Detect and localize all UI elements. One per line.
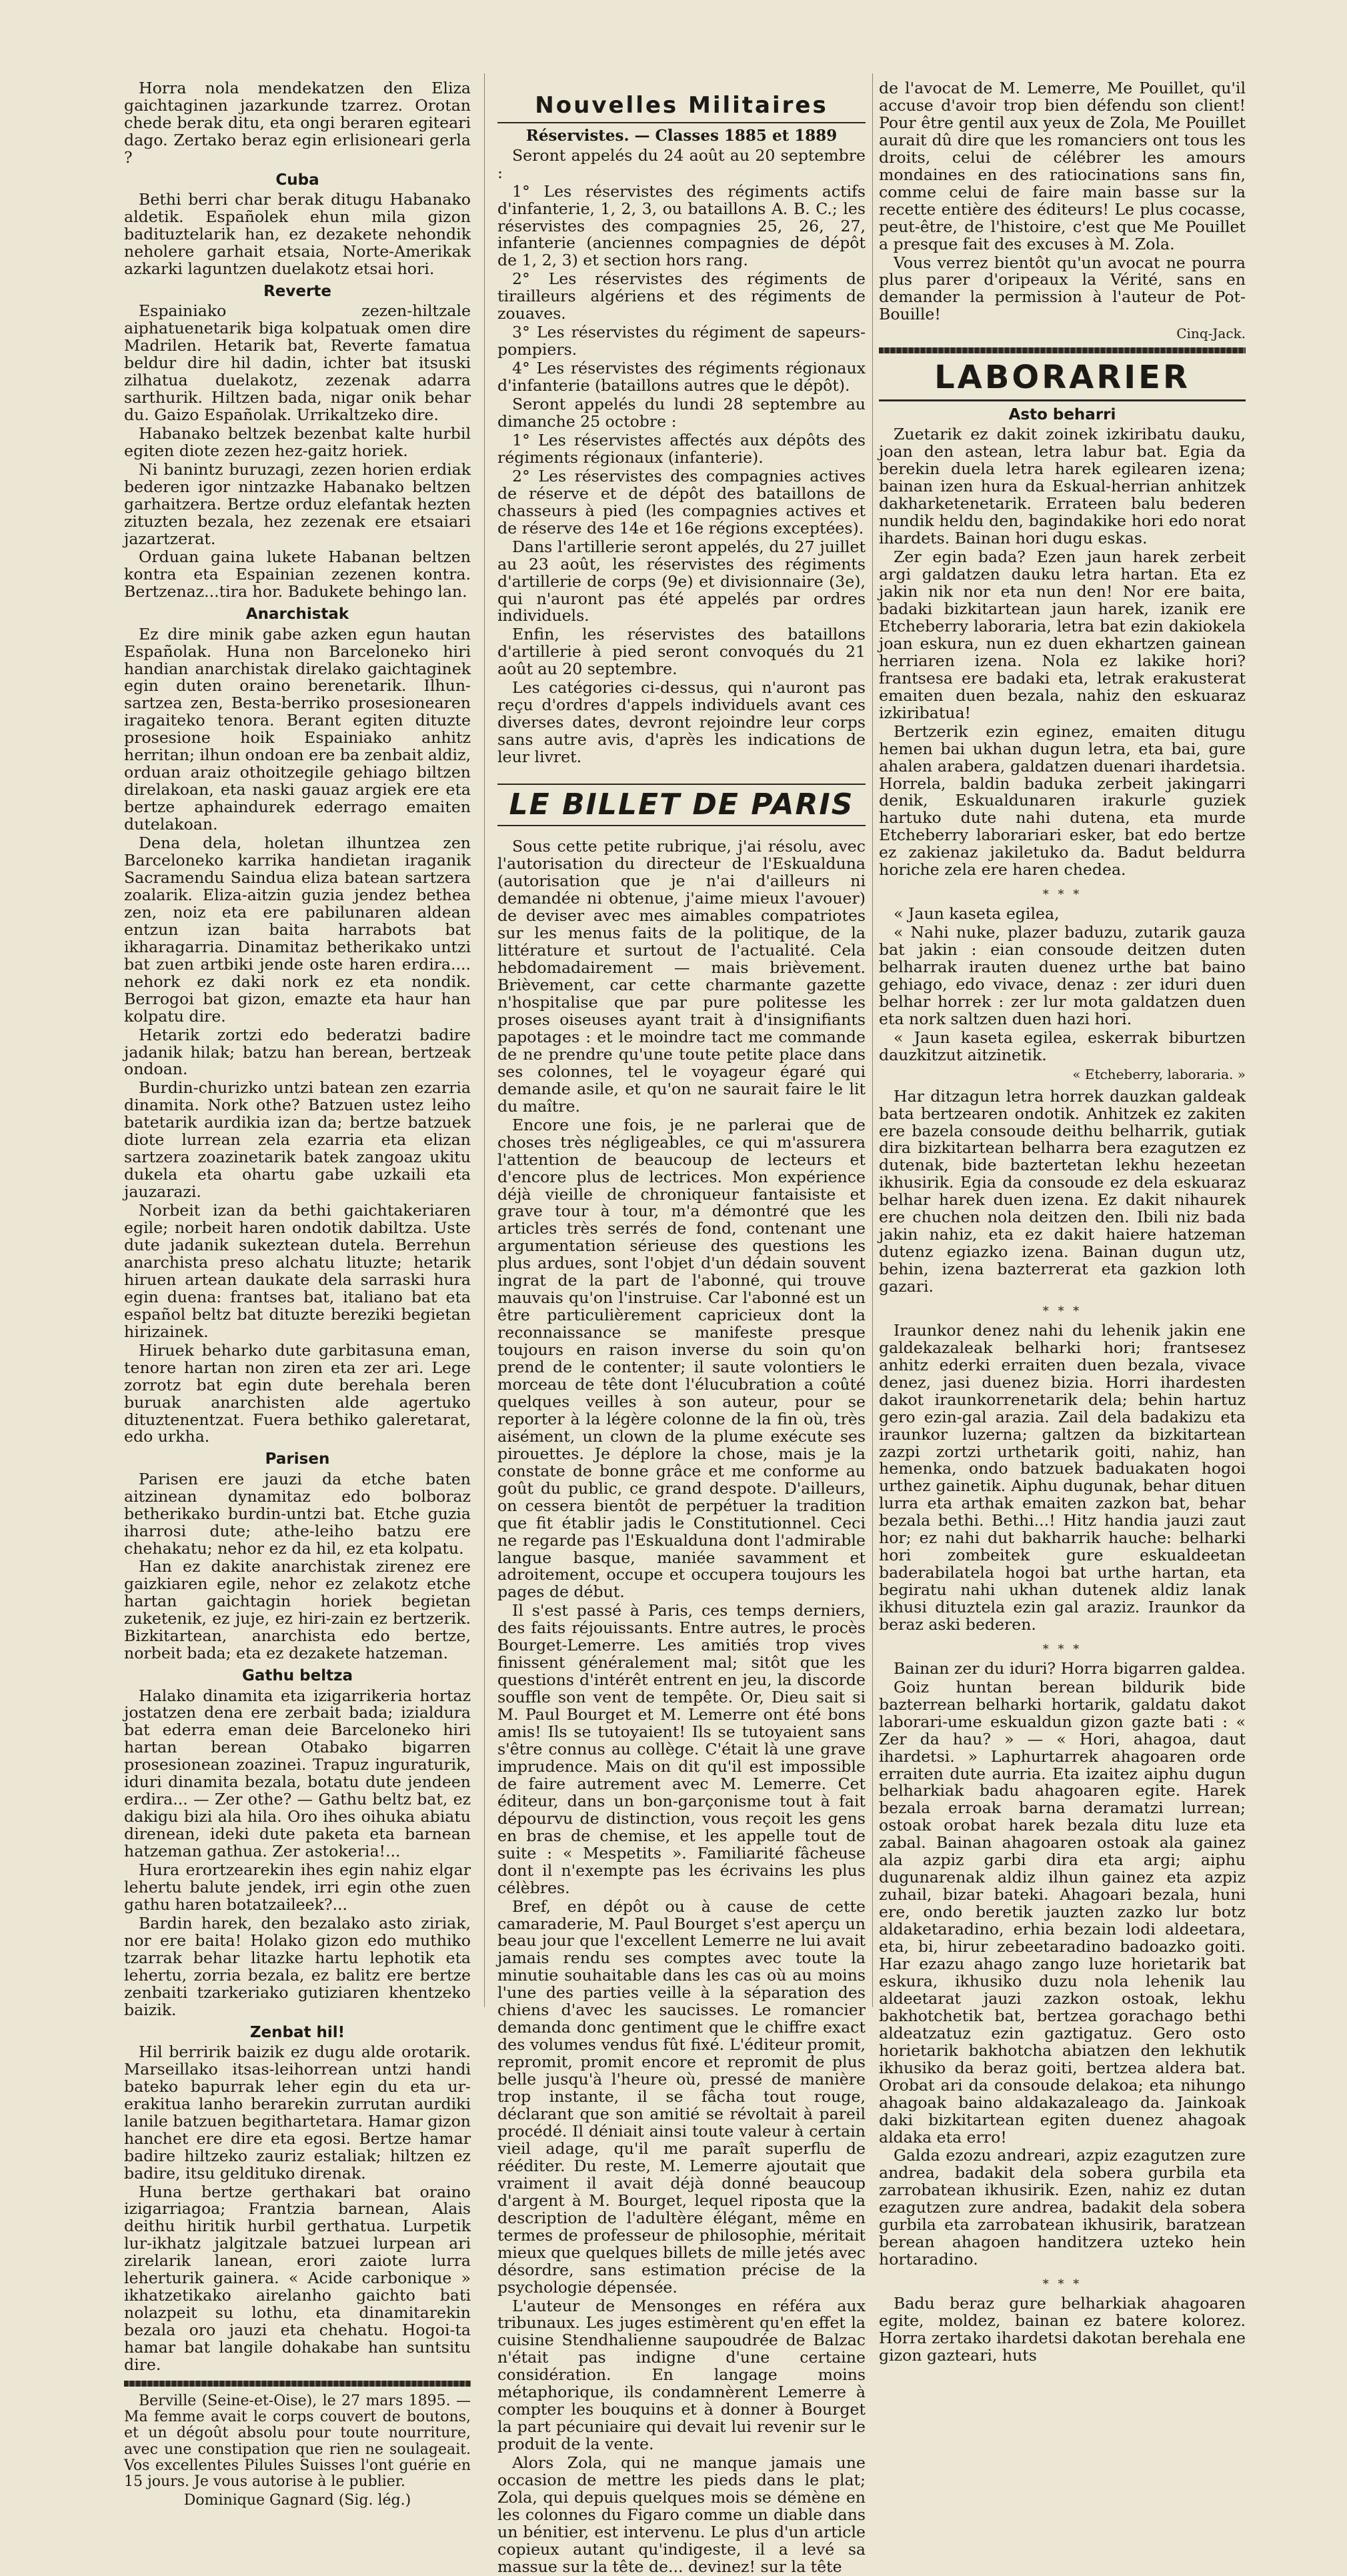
paragraph: Galda ezozu andreari, azpiz ezagutzen zure andrea, badakit dela sobera gurbila eta zarrobatean ikhusirik. Ezen, nahiz ez dutan ezagutzen zure andrea, badakit dela sobera gurbila eta zarrobatean ikhusirik, baratzean berean ahagoen handitzera uzteko hein hortaradino.	[879, 2146, 1246, 2269]
paragraph: Bardin harek, den bezalako asto ziriak, nor ere baita! Holako gizon edo muthiko tzarrak behar litazke hartu lephotik eta lehertu, zorria bezala, ez balitz ere bertze zenbaiti tzarkeriako gutiziaren khentzeko baizik.	[124, 1913, 471, 2019]
paragraph: Bethi berri char berak ditugu Habanako aldetik. Españolek ehun mila gizon badituztelarik han, ez dezakete nehondik neholere garhait etsaia, Norte-Amerikak azkarki laguntzen duelakotz etsai hori.	[124, 190, 471, 278]
column-french-news	[497, 80, 866, 2576]
paragraph: Norbeit izan da bethi gaichtakeriaren egile; norbeit haren ondotik dabiltza. Uste dute jadanik sukeztean dutela. Berrehun anarchista preso alchatu lituzte; hetarik hiruen artean daukate dela sarraski hura egin duena: frantses bat, italiano bat eta español beltz bat dituzte bereziki begietan hirizainek.	[124, 1201, 471, 1341]
paragraph: Parisen ere jauzi da etche baten aitzinean dynamitaz edo bolboraz betherikako burdin-untzi bat. Etche guzia iharrosi dute; athe-leiho batzu ere chehakatu; nehor ez da hil, ez eta kolpatu.	[124, 1469, 471, 1558]
divider	[879, 347, 1246, 353]
letter-line: « Jaun kaseta egilea,	[894, 904, 1060, 924]
paragraph: 3° Les réservistes du régiment de sapeurs-pompiers.	[497, 323, 866, 359]
ad-signature: Dominique Gagnard (Sig. lég.)	[183, 2492, 411, 2509]
column-rule-1	[484, 73, 485, 2007]
paragraph: Halako dinamita eta izigarrikeria hortaz jostatzen dena ere zerbait bada; izialdura bat ederra eman deie Barceloneko hiri hartan berean Otabako bigarren prosesionean zoazinei. Trapuz inguraturik, iduri dinamita bezala, botatu dute jendeen erdira... — Zer othe? — Gathu beltz bat, ez dakigu bizi ala hila. Oro ihes oihuka abiatu direnean, ideki dute paketa eta barnean hatzeman gathua. Zer astokeria!...	[124, 1686, 471, 1861]
paragraph: Ez dire minik gabe azken egun hautan Españolak. Huna non Barceloneko hiri handian anarchistak direlako gaichtaginek egin duten oraino berenetarik. Ilhun-sartzea zen, Besta-berriko prosesionearen iragaiteko tenora. Berant egiten dituzte prosesione hoik Espainiako anhitz herritan; ilhun ondoan ere ba zenbait aldiz, orduan araiz othoitzegile gehiago biltzen direlakoan, eta naski gauaz argiek ere eta bertze aphaindurek ederrago emaiten dutelakoan.	[124, 624, 471, 834]
paragraph: Huna bertze gerthakari bat oraino izigarriagoa; Frantzia barnean, Alais deithu hiritik hurbil gerthatua. Lurpetik lur-ikhatz jalgitzale batzuei lurpean ari zirelarik lanean, erori zaiote lurra leherturik gainera. « Acide carbonique » ikhatzetikako airelanho gaichto bati nolazpeit su lothu, eta dinamitarekin bezala oro jauzi eta chehatu. Hogoi-ta hamar bat langile dohakabe han suntsitu dire.	[124, 2182, 471, 2375]
paragraph: Vous verrez bientôt qu'un avocat ne pourra plus parer d'oripeaux la Vérité, sans en demander la permission à l'auteur de Pot-Bouille!	[879, 253, 1246, 324]
paragraph: Il s'est passé à Paris, ces temps derniers, des faits réjouissants. Entre autres, le procès Bourget-Lemerre. Les amitiés trop vives finissent généralement mal; sitôt que les questions d'intérêt entrent en jeu, la discorde souffle son vent de tempête. Or, Dieu sait si M. Paul Bourget et M. Lemerre ont été bons amis! Ils se tutoyaient! Ils se tutoyaient sans s'être connus au collège. C'était là une grave imprudence. Mais on dit qu'il est impossible de faire autrement avec M. Lemerre. Cet éditeur, dans un bon-garçonisme tout à fait dépourvu de distinction, vous reçoit les gens en bras de chemise, et les appelle tout de suite : « Mespetits ». Familiarité fâcheuse dont il n'exempte pas les écrivains les plus célèbres.	[497, 1601, 866, 1897]
paragraph: de l'avocat de M. Lemerre, Me Pouillet, qu'il accuse d'avoir trop bien défendu son client! Pour être gentil aux yeux de Zola, Me Pouillet aurait dû dire que les romanciers ont tous les droits, celui de célébrer les amours mondaines en des ratiocinations sans fin, comme celui de faire main basse sur la recette entière des éditeurs! Le plus cocasse, peut-être, de l'histoire, c'est que Me Pouillet a presque fait des excuses à M. Zola.	[879, 79, 1246, 253]
subhead-reservistes: Réservistes. — Classes 1885 et 1889	[525, 127, 838, 145]
paragraph: Sous cette petite rubrique, j'ai résolu, avec l'autorisation du directeur de l'Eskualduna (autorisation que je n'ai d'ailleurs ni demandée ni obtenue, j'aime mieux l'avouer) de deviser avec mes aimables compatriotes sur les menus faits de la politique, de la littérature et surtout de l'actualité. Cela hebdomadairement — mais brièvement. Brièvement, car cette charmante gazette n'hospitalise que par pure politesse les proses oiseuses ayant trait à d'insignifiants papotages : et le moindre tact me commande de ne prendre qu'une toute petite place dans ses colonnes, tel le voyageur égaré qui demande asile, et qu'on ne saurait faire le lit du maître.	[497, 837, 866, 1116]
paragraph: Dans l'artillerie seront appelés, du 27 juillet au 23 août, les réservistes des régiments d'artillerie de corps (9e) et divisionnaire (3e), qui n'auront pas été appelés par ordres individuels.	[497, 537, 866, 625]
heading-billet-de-paris: LE BILLET DE PARIS	[497, 784, 866, 826]
masthead-nouvelles-militaires: Nouvelles Militaires	[497, 93, 866, 123]
paragraph: Iraunkor denez nahi du lehenik jakin ene galdekazaleak belharki hori; frantsesez anhitz ederki erraiten duen bezala, vivace denez, jasi duenez bizia. Horri ihardesten dakot iraunkorrenetarik dela; behin hartuz gero ezin-gal arazia. Zail dela badakizu eta iraunkor luzerna; galtzen da bizkitartean zazpi zortzi urthetarik goiti, nahiz, han hemenka, ondo batzuek baduakaten hogoi urthez gainetik. Aiphu dugunak, behar dituen lurra eta arthak emaiten zazkon bat, behar bezala bethi. Bethi...! Hitz handia jauzi zaut hor; ez nahi dut bakharrik hauche: belharki hori zombeitek gure eskualdeetan baderabilatela hogoi bat urthe hartan, eta begiratu nahi ukhan dutenek aldiz lanak ikhusi dituztela ezin gal araziz. Iraunkor da beraz aski bederen.	[879, 1320, 1246, 1634]
paragraph: Goiz huntan berean bildurik bide bazterrean belharki hortarik, galdatu dakot laborari-ume eskualdun gizon gazte bati : « Zer da hau? » — « Hori, ahagoa, daut ihardetsi. » Laphurtarrek ahagoaren orde erraiten dute aurria. Eta izaitez aiphu dugun belharkiak badu ahagoaren egite. Harek bezala erroak barna deramatzi lurrean; ostoak orobat harek bezala ditu luze eta zabal. Bainan ahagoaren ostoak ala gainez ala azpiz garbi dira eta argi; aiphu dugunarenak aldiz ilhun gainez eta azpiz zuhail, bizar bateki. Ahagoari bezala, huni ere, ondo beretik jauzten zazko lur botz aldaketaradino, erhia bezain lodi aldeetara, eta, bi, hirur zebeetaradino badoazko goiti. Har ezazu ahago zango luze horietarik bat eskura, ikhusiko duzu nola lehenik lau aldeetarat jauzi zazkon ostoak, lekhu bakhotchetik bat, bertzea gorachago bethi aldeatzatuz ezin gaztigatuz. Gero osto horietarik bakhotcha abiatzen den lekhutik ikhusiko da beraz goiti, bertzea aldera bat. Orobat ari da consoude delakoa; eta nihungo ahagoak baino aldakazaleago da. Jainkoak daki bizkitartean egiten duenez ahagoak aldaka eta erro!	[879, 1677, 1246, 2147]
paragraph: Orduan gaina lukete Habanan beltzen kontra eta Espainian zezenen kontra. Bertzenaz...tira hor. Badukete behingo lan.	[124, 547, 471, 601]
column-basque-news	[124, 79, 471, 2509]
paragraph: Encore une fois, je ne parlerai que de choses très négligeables, ce qui m'assurera l'attention de beaucoup de lecteurs et d'encore plus de lectrices. Mon expérience déjà vieille de chroniqueur fantaisiste et grave tour à tour, m'a démontré que les articles très serrés de fond, contenant une argumentation sérieuse des questions les plus ardues, sont l'objet d'un dédain souvent ingrat de la part de l'abonné, qui trouve mauvais qu'on l'instruise. Car l'abonné est un être particulièrement capricieux dont la reconnaissance se manifeste presque toujours en raison inverse du soin qu'on prend de le contenter; il saute volontiers le morceau de tête dont l'élucubration a coûté quelques veilles à son auteur, pour se reporter à la légère colonne de la fin où, très aisément, un clown de la plume exécute ses pirouettes. Je déplore la chose, mais je la constate de bonne grâce et me conforme au goût du public, ce grand despote. D'ailleurs, on cessera bientôt de perpétuer la tradition que fit établir jadis le Constitutionnel. Ceci ne regarde pas l'Eskualduna dont l'admirable langue basque, maniée savamment et adroitement, occupe et occupera toujours les pages de début.	[497, 1115, 866, 1602]
paragraph: L'auteur de Mensonges en référa aux tribunaux. Les juges estimèrent qu'en effet la cuisine Stendhalienne saupoudrée de Balzac n'était pas indigne d'une certaine considération. En langage moins métaphorique, ils condamnèrent Lemerre à compter les bouquins et à donner à Bourget la part pécuniaire qui devait lui revenir sur le produit de la vente.	[497, 2296, 866, 2454]
column-laborarier	[879, 79, 1246, 2365]
letter-line: « Nahi nuke, plazer baduzu, zutarik gauza bat jakin : eian consoude deitzen duten belharrak irauten duenez urthe bat baino gehiago, edo vivace, denaz : zer iduri duen belhar horrek : zer lur mota galdatzen duen eta nork saltzen duen hazi hori.	[879, 922, 1246, 1028]
paragraph: Seront appelés du lundi 28 septembre au dimanche 25 octobre :	[497, 395, 866, 431]
section-title-zenbat-hil: Zenbat hil!	[249, 2023, 345, 2041]
paragraph: Espainiako zezen-hiltzale aiphatuenetarik biga kolpatuak omen dire Madrilen. Hetarik bat, Reverte famatua beldur dire hil dadin, ichter bat itsuski zilhatua duelakotz, zezenak adarra sarthurik. Hiltzen bada, nigar onik behar du. Gaizo Españolak. Urrikaltzeko dire.	[124, 301, 471, 424]
section-title-gathu-beltza: Gathu beltza	[242, 1667, 353, 1685]
ad-text: Berville (Seine-et-Oise), le 27 mars 1895. — Ma femme avait le corps couvert de boutons, et un dégoût absolu pour toute nourriture, avec une constipation que rien ne soulageait. Vos excellentes Pilules Suisses l'ont guérie en 15 jours. Je vous autorise à le publier.	[124, 2393, 471, 2490]
paragraph: Bainan zer du iduri? Horra bigarren galdea.	[894, 1658, 1246, 1678]
paragraph: Hiruek beharko dute garbitasuna eman, tenore hartan non ziren eta zer ari. Lege zorrotz bat egin dute berehala beren buruak anarchisten alde agertuko dituztenentzat. Fuera bethiko galeretarat, edo urkha.	[124, 1340, 471, 1446]
paragraph: Zer egin bada? Ezen jaun harek zerbeit argi galdatzen dauku letra hartan. Eta ez jakin nik nor eta nun den! Nor ere baita, badaki bizkitartean jaun harek, izanik ere Etcheberry laboraria, letra bat ezin dakiokela joan eskura, nun ez duen ekhartzen gainean herriaren izena. Nola ez lakike hori? frantsesa ere badaki eta, letrak erakusterat emaiten duen bezala, nahiz den eskuaraz izkiribatua!	[879, 547, 1246, 722]
paragraph: Seront appelés du 24 août au 20 septembre :	[497, 145, 866, 182]
paragraph: 4° Les réservistes des régiments régionaux d'infanterie (bataillons autres que le dépôt).	[497, 359, 866, 395]
asterism: * * *	[1042, 2277, 1082, 2292]
paragraph: 2° Les réservistes des régiments de tirailleurs algériens et des régiments de zouaves.	[497, 269, 866, 323]
section-title-asto-beharri: Asto beharri	[1008, 406, 1116, 424]
paragraph: Bertzerik ezin eginez, emaiten ditugu hemen bai ukhan dugun letra, eta bai, gure ahalen arabera, galdatzen duenari ihardetsia. Horrela, baldin baduka zerbeit jakingarri denik, Eskualdunaren irakurle guziek hartuko dute nahi dutena, eta murde Etcheberry laborariari esker, bat edo bertze ez zakienaz jakiletuko da. Badut beldurra horiche zela ere haren chedea.	[879, 722, 1246, 880]
section-title-anarchistak: Anarchistak	[245, 605, 349, 623]
paragraph: Bref, en dépôt ou à cause de cette camaraderie, M. Paul Bourget s'est aperçu un beau jour que l'excellent Lemerre ne lui avait jamais rendu ses comptes avec toute la minutie souhaitable dans les cas où au moins l'une des parties veille à la séparation des chiens d'avec les saucisses. Le romancier demanda donc gentiment que le chiffre exact des volumes vendus fût fixé. L'éditeur promit, repromit, promit encore et repromit de plus belle jusqu'à l'heure où, pressé de manière trop instante, il se fâcha tout rouge, déclarant que son amitié se révoltait à pareil procédé. Il déniait ainsi toute valeur à certain vieil adage, qu'il me paraît superflu de rééditer. Du reste, M. Lemerre ajoutait que vraiment il avait déjà donné beaucoup d'argent à M. Bourget, lequel riposta que la description de l'adultère élégant, même en termes de professeur de philosophie, méritait mieux que quelques billets de mille jetés avec désordre, sans estimation précise de la psychologie dépensée.	[497, 1896, 866, 2297]
paragraph: Har ditzagun letra horrek dauzkan galdeak bata bertzearen ondotik. Anhitzek ez zakiten ere bazela consoude deithu belharrik, gutiak dira bizkitartean belharra bera ezagutzen ez dutenak, bide baztertetan lekhu hezeetan ikhusirik. Egia da consoude ez dela eskuaraz belhar harek duen izena. Ez dakit nihaurek ere chuchen nola deitzen den. Ibili niz bada jakin nahiz, eta ez dakit haiere hatzeman dutenz egiazko izena. Bainan dugun utz, behin, izena bazterrerat eta gazkion loth gazari.	[879, 1086, 1246, 1296]
paragraph: 2° Les réservistes des compagnies actives de réserve et de dépôt des bataillons de chasseurs à pied (les compagnies actives et de réserve des 14e et 16e régions exceptées).	[497, 466, 866, 537]
paragraph: Habanako beltzek bezenbat kalte hurbil egiten diote zezen hez-gaitz horiek.	[124, 423, 471, 460]
letter-signature: « Etcheberry, laboraria. »	[1072, 1066, 1246, 1082]
paragraph: 1° Les réservistes des régiments actifs d'infanterie, 1, 2, 3, ou bataillons A. B. C.; les réservistes des compagnies 25, 26, 27, infanterie (anciennes compagnies de dépôt de 1, 2, 3) et section hors rang.	[497, 181, 866, 270]
section-title-cuba: Cuba	[275, 171, 319, 189]
paragraph: Badu beraz gure belharkiak ahagoaren egite, moldez, bainan ez batere kolorez. Horra zertako ihardetsi dakotan berehala ene gizon gazteari, huts	[879, 2293, 1246, 2365]
paragraph: Zuetarik ez dakit zoinek izkiribatu dauku, joan den astean, letra labur bat. Egia da berekin duela letra harek egilearen izena; bainan izen hura da Eskual-herrian anhitzek dakharketenetarik. Errateen balu bederen nundik heldu den, bagindakike hori edo norat ihardets. Bainan hori dugu eskas.	[879, 425, 1246, 548]
paragraph: Hil berririk baizik ez dugu alde orotarik. Marseillako itsas-leihorrean untzi handi bateko bapurrak leher egin du eta ur-erakitua lanho berarekin zurrutan aurdiki lanile batzuen begithartetara. Hamar gizon hanchet ere dire eta egosi. Bertze hamar badire hiltzeko zauriz estaliak; hiltzen ez badire, itsu geldituko direnak.	[124, 2042, 471, 2183]
paragraph: Hura erortzearekin ihes egin nahiz elgar lehertu balute jendek, irri egin othe zuen gathu haren botatzaileek?...	[124, 1860, 471, 1914]
paragraph: Enfin, les réservistes des bataillons d'artillerie à pied seront convoqués du 21 août au 20 septembre.	[497, 625, 866, 679]
section-title-parisen: Parisen	[265, 1450, 330, 1468]
author-signature: Cinq-Jack.	[1176, 325, 1246, 342]
paragraph: Han ez dakite anarchistak zirenez ere gaizkiaren egile, nehor ez zelakotz etche hartan gaichtagin horiek begietan zuketenik, ez juje, ez hiri-zain ez bertzerik. Bizkitartean, anarchista edo bertze, norbeit bada; eta ez dezakete hatzeman.	[124, 1557, 471, 1663]
section-title-reverte: Reverte	[263, 282, 331, 300]
column-rule-2	[872, 73, 873, 2007]
paragraph: 1° Les réservistes affectés aux dépôts des régiments régionaux (infanterie).	[497, 430, 866, 467]
paragraph: Hetarik zortzi edo bederatzi badire jadanik hilak; batzu han berean, bertzeak ondoan.	[124, 1025, 471, 1079]
asterism: * * *	[1042, 1304, 1082, 1319]
asterism: * * *	[1042, 1642, 1082, 1656]
paragraph: Les catégories ci-dessus, qui n'auront pas reçu d'ordres d'appels individuels avant ces diverses dates, devront rejoindre leur corps sans autre avis, d'après les indications de leur livret.	[497, 678, 866, 767]
paragraph: Alors Zola, qui ne manque jamais une occasion de mettre les pieds dans le plat; Zola, qui depuis quelques mois se démène en les colonnes du Figaro comme un diable dans un bénitier, est intervenu. Le plus d'un article copieux autant qu'indigeste, il a levé sa massue sur la tête de... devinez! sur la tête	[497, 2453, 866, 2576]
advertisement	[124, 2393, 471, 2509]
divider	[124, 2381, 471, 2387]
paragraph: Ni banintz buruzagi, zezen horien erdiak bederen igor nintzazke Habanako beltzen garhaitzera. Bertze orduz elefantak hezten zituzten bezala, hez zezenak ere etsaiari jazartzerat.	[124, 459, 471, 548]
intro-paragraph: Horra nola mendekatzen den Eliza gaichtaginen jazarkunde tzarrez. Orotan chede berak ditu, eta ongi beraren egiteari dago. Zertako beraz egin erlisioneari gerla ?	[124, 79, 471, 167]
letter-line: « Jaun kaseta egilea, eskerrak biburtzen dauzkitzut aitzinetik.	[879, 1028, 1246, 1064]
paragraph: Dena dela, holetan ilhuntzea zen Barceloneko karrika handietan iraganik Sacramendu Saindua eliza batean sartzera zoalarik. Eliza-aitzin guzia jendez bethea zen, noiz eta ere pabilunaren aldean entzun izan baita harrabots bat ikharagarria. Dinamitaz betherikako untzi bat zuen artbiki jende oste haren erdira.... nehork ez daki nork ez eta nondik. Berrogoi bat gizon, emazte eta haur han kolpatu dire.	[124, 834, 471, 1026]
heading-laborarier: LABORARIER	[879, 360, 1246, 401]
asterism: * * *	[1042, 888, 1082, 902]
paragraph: Burdin-churizko untzi batean zen ezarria dinamita. Nork othe? Batzuen ustez leiho batetarik aurdikia izan da; bertze batzuek diote lurrean zela ezarria eta elizan sartzera zoazinetarik batek zangoaz ukitu dukela eta ohartu gabe uzkaili eta jauzarazi.	[124, 1078, 471, 1202]
